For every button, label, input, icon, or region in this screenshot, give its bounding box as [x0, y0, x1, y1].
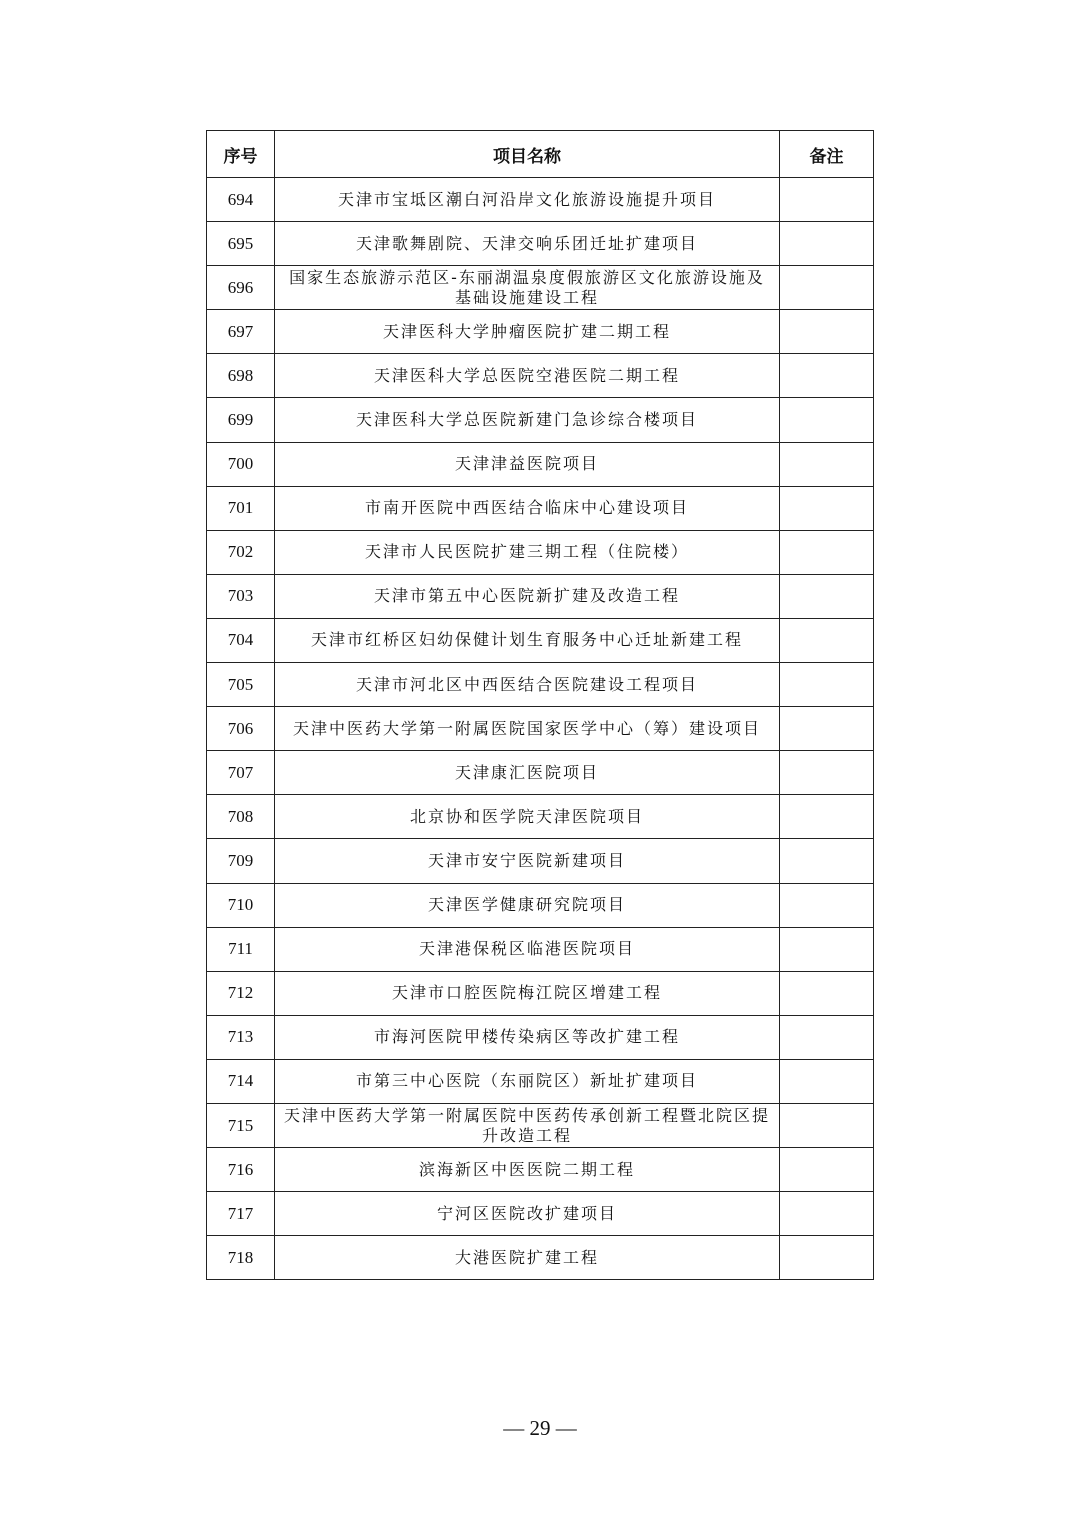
table-row [207, 839, 874, 883]
serial-number-cell: 701 [207, 486, 275, 530]
serial-number-cell: 697 [207, 310, 275, 354]
table-row [207, 795, 874, 839]
project-table [206, 130, 874, 1280]
remark-cell [780, 1148, 874, 1192]
project-name-cell: 天津市河北区中西医结合医院建设工程项目 [275, 663, 780, 707]
table-row [207, 883, 874, 927]
serial-number-cell: 695 [207, 222, 275, 266]
table-row [207, 971, 874, 1015]
remark-cell [780, 442, 874, 486]
project-name-cell: 宁河区医院改扩建项目 [275, 1192, 780, 1236]
serial-number-cell: 718 [207, 1236, 275, 1280]
project-name-cell: 天津市宝坻区潮白河沿岸文化旅游设施提升项目 [275, 178, 780, 222]
remark-cell [780, 927, 874, 971]
serial-number-cell: 698 [207, 354, 275, 398]
project-name-cell: 市海河医院甲楼传染病区等改扩建工程 [275, 1015, 780, 1059]
table-row [207, 310, 874, 354]
table-row [207, 266, 874, 310]
remark-cell [780, 1236, 874, 1280]
table-row [207, 1236, 874, 1280]
project-name-cell: 天津医学健康研究院项目 [275, 883, 780, 927]
table-row [207, 1015, 874, 1059]
page-number: — 29 — [503, 1416, 577, 1440]
serial-number-cell: 699 [207, 398, 275, 442]
project-name-cell: 天津歌舞剧院、天津交响乐团迁址扩建项目 [275, 222, 780, 266]
serial-number-cell: 711 [207, 927, 275, 971]
table-row [207, 1103, 874, 1147]
serial-number-cell: 717 [207, 1192, 275, 1236]
remark-cell [780, 839, 874, 883]
remark-cell [780, 663, 874, 707]
remark-cell [780, 222, 874, 266]
table-row [207, 442, 874, 486]
table-body [207, 178, 874, 1280]
remark-cell [780, 707, 874, 751]
serial-number-cell: 702 [207, 530, 275, 574]
project-name-cell: 天津中医药大学第一附属医院国家医学中心（筹）建设项目 [275, 707, 780, 751]
project-name-cell: 天津医科大学肿瘤医院扩建二期工程 [275, 310, 780, 354]
serial-number-cell: 709 [207, 839, 275, 883]
remark-cell [780, 618, 874, 662]
remark-cell [780, 751, 874, 795]
project-name-cell: 国家生态旅游示范区-东丽湖温泉度假旅游区文化旅游设施及基础设施建设工程 [275, 266, 780, 310]
serial-number-cell: 714 [207, 1059, 275, 1103]
remark-cell [780, 354, 874, 398]
project-name-cell: 北京协和医学院天津医院项目 [275, 795, 780, 839]
project-name-cell: 天津港保税区临港医院项目 [275, 927, 780, 971]
project-name-cell: 天津医科大学总医院新建门急诊综合楼项目 [275, 398, 780, 442]
table-row [207, 486, 874, 530]
header-serial-number: 序号 [207, 131, 275, 178]
serial-number-cell: 696 [207, 266, 275, 310]
remark-cell [780, 1103, 874, 1147]
serial-number-cell: 716 [207, 1148, 275, 1192]
project-name-cell: 天津津益医院项目 [275, 442, 780, 486]
remark-cell [780, 971, 874, 1015]
table-row [207, 618, 874, 662]
table-row [207, 398, 874, 442]
table-row [207, 707, 874, 751]
serial-number-cell: 704 [207, 618, 275, 662]
table-row [207, 1148, 874, 1192]
project-name-cell: 滨海新区中医医院二期工程 [275, 1148, 780, 1192]
table-row [207, 1059, 874, 1103]
remark-cell [780, 530, 874, 574]
serial-number-cell: 710 [207, 883, 275, 927]
serial-number-cell: 708 [207, 795, 275, 839]
table-row [207, 927, 874, 971]
serial-number-cell: 705 [207, 663, 275, 707]
serial-number-cell: 715 [207, 1103, 275, 1147]
project-name-cell: 天津中医药大学第一附属医院中医药传承创新工程暨北院区提升改造工程 [275, 1103, 780, 1147]
table-row [207, 663, 874, 707]
remark-cell [780, 883, 874, 927]
table-row [207, 530, 874, 574]
serial-number-cell: 713 [207, 1015, 275, 1059]
remark-cell [780, 1015, 874, 1059]
remark-cell [780, 178, 874, 222]
project-name-cell: 天津康汇医院项目 [275, 751, 780, 795]
serial-number-cell: 694 [207, 178, 275, 222]
remark-cell [780, 310, 874, 354]
project-name-cell: 市南开医院中西医结合临床中心建设项目 [275, 486, 780, 530]
table-row [207, 1192, 874, 1236]
serial-number-cell: 712 [207, 971, 275, 1015]
project-name-cell: 天津市红桥区妇幼保健计划生育服务中心迁址新建工程 [275, 618, 780, 662]
remark-cell [780, 1192, 874, 1236]
remark-cell [780, 1059, 874, 1103]
header-project-name: 项目名称 [275, 131, 780, 178]
serial-number-cell: 707 [207, 751, 275, 795]
serial-number-cell: 700 [207, 442, 275, 486]
serial-number-cell: 706 [207, 707, 275, 751]
table-row [207, 178, 874, 222]
project-name-cell: 天津市口腔医院梅江院区增建工程 [275, 971, 780, 1015]
project-name-cell: 天津市安宁医院新建项目 [275, 839, 780, 883]
table-row [207, 574, 874, 618]
header-remark: 备注 [780, 131, 874, 178]
serial-number-cell: 703 [207, 574, 275, 618]
table-header-row [207, 131, 874, 178]
table-row [207, 751, 874, 795]
project-name-cell: 市第三中心医院（东丽院区）新址扩建项目 [275, 1059, 780, 1103]
project-name-cell: 天津市人民医院扩建三期工程（住院楼） [275, 530, 780, 574]
remark-cell [780, 574, 874, 618]
table-row [207, 222, 874, 266]
remark-cell [780, 266, 874, 310]
table-row [207, 354, 874, 398]
remark-cell [780, 795, 874, 839]
project-name-cell: 天津市第五中心医院新扩建及改造工程 [275, 574, 780, 618]
remark-cell [780, 398, 874, 442]
remark-cell [780, 486, 874, 530]
project-name-cell: 天津医科大学总医院空港医院二期工程 [275, 354, 780, 398]
project-name-cell: 大港医院扩建工程 [275, 1236, 780, 1280]
